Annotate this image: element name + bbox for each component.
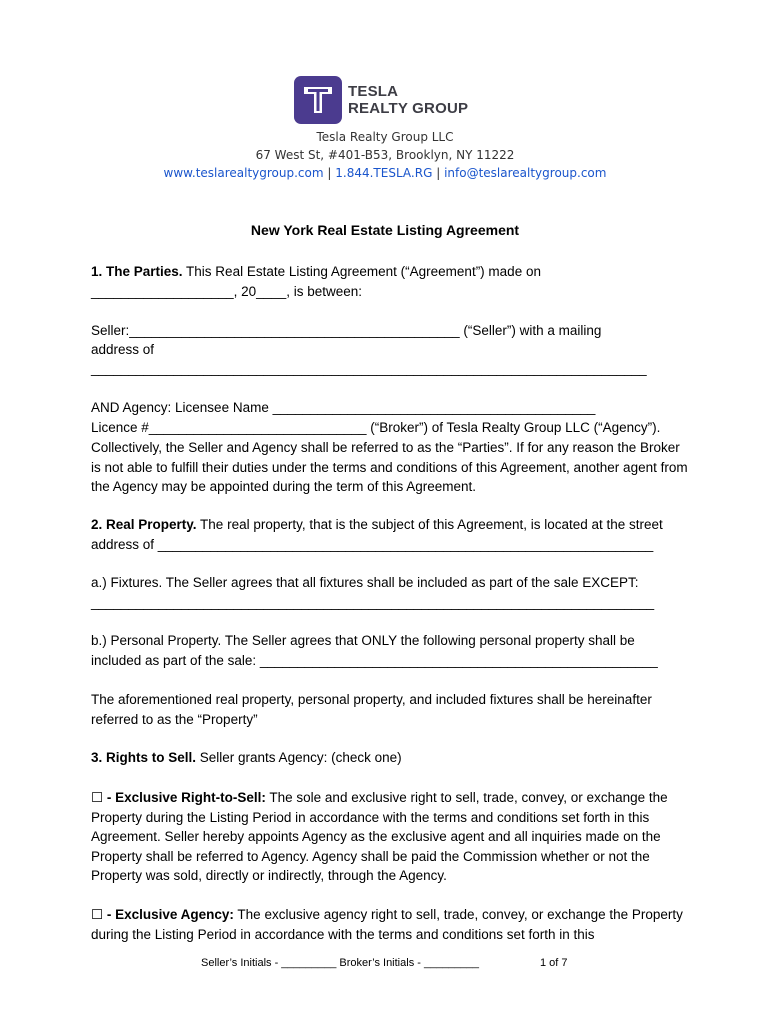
property-address-field: address of __________________________________________________________________ bbox=[91, 537, 654, 552]
company-logo bbox=[294, 76, 468, 124]
page-number: 1 of 7 bbox=[540, 957, 568, 969]
seller-name-field: Seller:____________________________________________ (“Seller”) with a mailing bbox=[91, 323, 602, 338]
section-3-intro bbox=[91, 750, 402, 765]
personal-property-line-2: included as part of the sale: _____________________________________________________ bbox=[91, 653, 658, 668]
exclusive-right-to-sell-option bbox=[91, 788, 691, 886]
company-address: 67 West St, #401-B53, Brooklyn, NY 11222 bbox=[255, 148, 515, 162]
company-name: Tesla Realty Group LLC bbox=[316, 130, 454, 144]
option-1-heading: - Exclusive Right-to-Sell: bbox=[103, 790, 266, 805]
option-1-text: The sole and exclusive right to sell, trade, convey, or exchange the Property during the Listing Period in accordance with the terms and conditions set forth in this Agreement. Seller hereby appoints Agency as the exclusive agent and all inquiries made on the Property shall be referred to Agency. Agency shall be paid the Commission whether or not the Property was sold, directly or indirectly, through the Agency. bbox=[91, 790, 668, 883]
email-link[interactable]: info@teslarealtygroup.com bbox=[444, 166, 607, 180]
seller-address-field: __________________________________________________________________________ bbox=[91, 361, 647, 376]
checkbox-icon[interactable]: ☐ bbox=[91, 907, 104, 922]
logo-line-1: TESLA bbox=[348, 83, 399, 100]
section-2-text: The real property, that is the subject of this Agreement, is located at the street bbox=[196, 517, 663, 532]
section-2-intro bbox=[91, 517, 663, 532]
seller-address-label: address of bbox=[91, 342, 155, 357]
section-3-heading: 3. Rights to Sell. bbox=[91, 750, 197, 765]
separator: | bbox=[436, 166, 441, 180]
parties-paragraph: Collectively, the Seller and Agency shall be referred to as the “Parties”. If for any reason the Broker is not able to fulfill their duties under the terms and conditions of this Agreement, another agent from the Agency may be appointed during the term of this Agreement. bbox=[91, 440, 688, 494]
website-link[interactable]: www.teslarealtygroup.com bbox=[163, 166, 324, 180]
licence-number-field: Licence #_____________________________ (“Broker”) of Tesla Realty Group LLC (“Agency”). bbox=[91, 420, 661, 435]
initials-footer: Seller’s Initials - _________ Broker’s Initials - _________ bbox=[201, 957, 480, 969]
contact-line bbox=[0, 166, 770, 180]
logo-line-2: REALTY GROUP bbox=[348, 100, 469, 117]
section-3-text: Seller grants Agency: (check one) bbox=[196, 750, 402, 765]
option-2-text: The exclusive agency right to sell, trade, convey, or exchange the Property during the Listing Period in accordance with the terms and conditions set forth in this bbox=[91, 907, 683, 942]
licensee-name-field: AND Agency: Licensee Name ___________________________________________ bbox=[91, 400, 596, 415]
section-1-text: This Real Estate Listing Agreement (“Agreement”) made on bbox=[182, 264, 541, 279]
fixtures-exceptions-field: ___________________________________________________________________________ bbox=[91, 595, 655, 610]
property-definition-paragraph: The aforementioned real property, personal property, and included fixtures shall be hereinafter referred to as the “Property” bbox=[91, 692, 652, 727]
tesla-t-logo-icon bbox=[294, 76, 342, 124]
document-title: New York Real Estate Listing Agreement bbox=[250, 222, 520, 238]
section-1-intro bbox=[91, 264, 541, 279]
section-2-heading: 2. Real Property. bbox=[91, 517, 197, 532]
option-2-heading: - Exclusive Agency: bbox=[103, 907, 234, 922]
personal-property-line-1: b.) Personal Property. The Seller agrees that ONLY the following personal property shall be bbox=[91, 633, 635, 648]
agreement-date-field: ___________________, 20____, is between: bbox=[91, 284, 362, 299]
logo-wordmark bbox=[348, 83, 468, 117]
separator: | bbox=[327, 166, 332, 180]
section-1-heading: 1. The Parties. bbox=[91, 264, 183, 279]
checkbox-icon[interactable]: ☐ bbox=[91, 790, 104, 805]
fixtures-paragraph: a.) Fixtures. The Seller agrees that all fixtures shall be included as part of the sale EXCEPT: bbox=[91, 575, 639, 590]
exclusive-agency-option bbox=[91, 905, 691, 944]
phone-link[interactable]: 1.844.TESLA.RG bbox=[335, 166, 433, 180]
